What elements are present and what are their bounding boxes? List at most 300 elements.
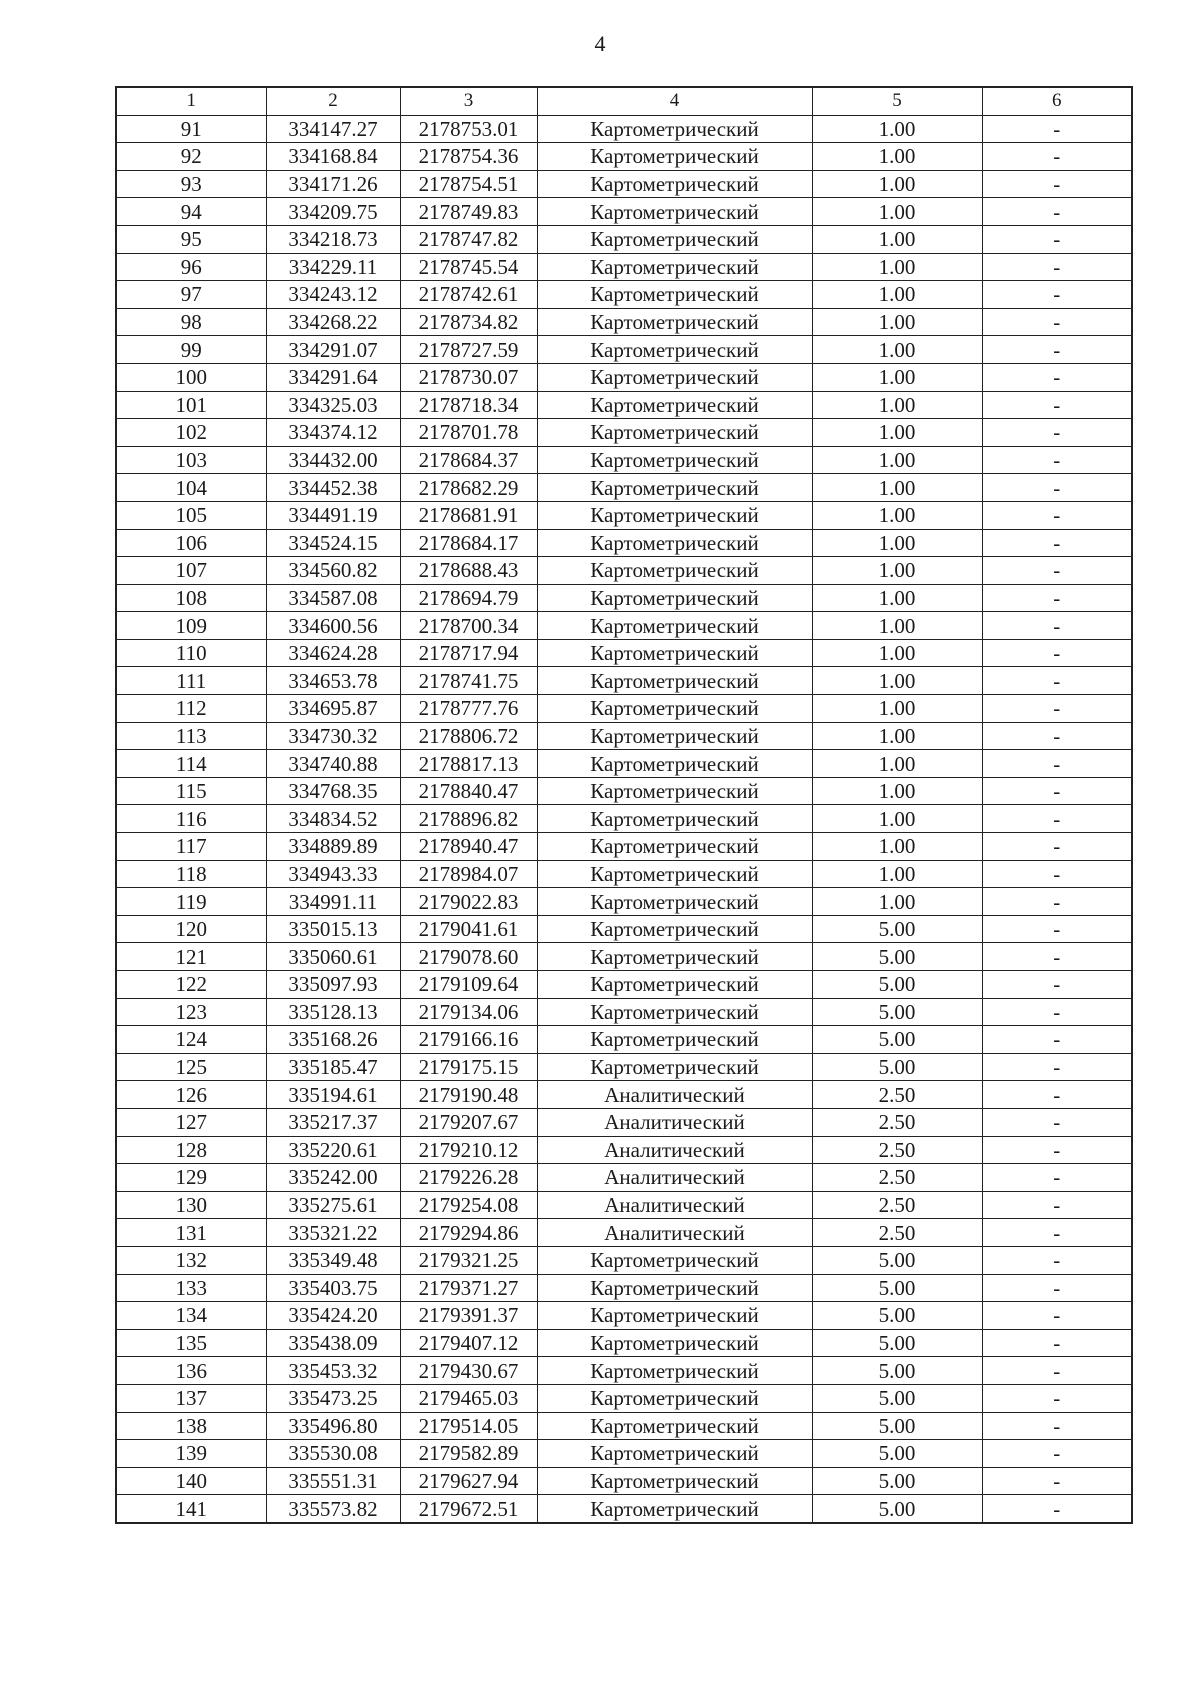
table-row (116, 225, 1132, 253)
accuracy-cell: 1.00 (812, 612, 982, 640)
header-row (116, 87, 1132, 115)
note-cell: - (982, 446, 1132, 474)
method-cell: Картометрический (537, 391, 812, 419)
method-cell: Аналитический (537, 1108, 812, 1136)
note-cell: - (982, 695, 1132, 723)
point-number-cell: 132 (116, 1246, 266, 1274)
x-coordinate-cell: 334325.03 (266, 391, 400, 419)
method-cell: Картометрический (537, 1246, 812, 1274)
accuracy-cell: 1.00 (812, 750, 982, 778)
accuracy-cell: 1.00 (812, 170, 982, 198)
y-coordinate-cell: 2178700.34 (400, 612, 537, 640)
point-number-cell: 111 (116, 667, 266, 695)
note-cell: - (982, 639, 1132, 667)
y-coordinate-cell: 2178682.29 (400, 474, 537, 502)
note-cell: - (982, 612, 1132, 640)
accuracy-cell: 5.00 (812, 1329, 982, 1357)
x-coordinate-cell: 334147.27 (266, 115, 400, 143)
y-coordinate-cell: 2179210.12 (400, 1136, 537, 1164)
table-row (116, 501, 1132, 529)
x-coordinate-cell: 334889.89 (266, 833, 400, 861)
note-cell: - (982, 888, 1132, 916)
method-cell: Картометрический (537, 584, 812, 612)
point-number-cell: 102 (116, 419, 266, 447)
method-cell: Картометрический (537, 1412, 812, 1440)
y-coordinate-cell: 2178806.72 (400, 722, 537, 750)
table-row (116, 253, 1132, 281)
method-cell: Аналитический (537, 1164, 812, 1192)
x-coordinate-cell: 334291.07 (266, 336, 400, 364)
x-coordinate-cell: 335185.47 (266, 1053, 400, 1081)
note-cell: - (982, 253, 1132, 281)
accuracy-cell: 1.00 (812, 557, 982, 585)
y-coordinate-cell: 2179175.15 (400, 1053, 537, 1081)
y-coordinate-cell: 2179672.51 (400, 1495, 537, 1523)
accuracy-cell: 2.50 (812, 1164, 982, 1192)
note-cell: - (982, 1329, 1132, 1357)
note-cell: - (982, 833, 1132, 861)
accuracy-cell: 5.00 (812, 1026, 982, 1054)
note-cell: - (982, 308, 1132, 336)
method-cell: Картометрический (537, 1302, 812, 1330)
accuracy-cell: 5.00 (812, 1412, 982, 1440)
point-number-cell: 108 (116, 584, 266, 612)
point-number-cell: 134 (116, 1302, 266, 1330)
x-coordinate-cell: 335015.13 (266, 915, 400, 943)
y-coordinate-cell: 2178684.17 (400, 529, 537, 557)
accuracy-cell: 1.00 (812, 419, 982, 447)
page-number: 4 (594, 31, 606, 56)
method-cell: Картометрический (537, 225, 812, 253)
x-coordinate-cell: 334524.15 (266, 529, 400, 557)
point-number-cell: 140 (116, 1467, 266, 1495)
x-coordinate-cell: 334943.33 (266, 860, 400, 888)
table-row (116, 419, 1132, 447)
x-coordinate-cell: 334209.75 (266, 198, 400, 226)
y-coordinate-cell: 2179134.06 (400, 998, 537, 1026)
method-cell: Картометрический (537, 888, 812, 916)
y-coordinate-cell: 2178734.82 (400, 308, 537, 336)
point-number-cell: 94 (116, 198, 266, 226)
table-row (116, 281, 1132, 309)
x-coordinate-cell: 334168.84 (266, 143, 400, 171)
method-cell: Картометрический (537, 363, 812, 391)
note-cell: - (982, 225, 1132, 253)
accuracy-cell: 1.00 (812, 805, 982, 833)
method-cell: Картометрический (537, 557, 812, 585)
y-coordinate-cell: 2178742.61 (400, 281, 537, 309)
note-cell: - (982, 336, 1132, 364)
table-row (116, 474, 1132, 502)
point-number-cell: 130 (116, 1191, 266, 1219)
y-coordinate-cell: 2179430.67 (400, 1357, 537, 1385)
method-cell: Картометрический (537, 750, 812, 778)
table-row (116, 557, 1132, 585)
x-coordinate-cell: 334432.00 (266, 446, 400, 474)
note-cell: - (982, 860, 1132, 888)
y-coordinate-cell: 2179514.05 (400, 1412, 537, 1440)
method-cell: Картометрический (537, 777, 812, 805)
table-row (116, 750, 1132, 778)
x-coordinate-cell: 334768.35 (266, 777, 400, 805)
table-row (116, 1412, 1132, 1440)
accuracy-cell: 1.00 (812, 308, 982, 336)
accuracy-cell: 5.00 (812, 971, 982, 999)
x-coordinate-cell: 335438.09 (266, 1329, 400, 1357)
note-cell: - (982, 1495, 1132, 1523)
table-row (116, 1108, 1132, 1136)
table-row (116, 639, 1132, 667)
method-cell: Аналитический (537, 1081, 812, 1109)
x-coordinate-cell: 334291.64 (266, 363, 400, 391)
x-coordinate-cell: 334730.32 (266, 722, 400, 750)
coordinates-table (115, 86, 1133, 1524)
method-cell: Картометрический (537, 529, 812, 557)
accuracy-cell: 1.00 (812, 391, 982, 419)
note-cell: - (982, 1302, 1132, 1330)
note-cell: - (982, 363, 1132, 391)
point-number-cell: 100 (116, 363, 266, 391)
x-coordinate-cell: 335473.25 (266, 1384, 400, 1412)
accuracy-cell: 1.00 (812, 281, 982, 309)
accuracy-cell: 1.00 (812, 529, 982, 557)
y-coordinate-cell: 2178817.13 (400, 750, 537, 778)
method-cell: Картометрический (537, 639, 812, 667)
point-number-cell: 131 (116, 1219, 266, 1247)
method-cell: Картометрический (537, 915, 812, 943)
method-cell: Картометрический (537, 253, 812, 281)
accuracy-cell: 1.00 (812, 639, 982, 667)
coordinates-table-wrapper (115, 86, 1131, 1524)
point-number-cell: 112 (116, 695, 266, 723)
y-coordinate-cell: 2178741.75 (400, 667, 537, 695)
table-row (116, 1302, 1132, 1330)
x-coordinate-cell: 335349.48 (266, 1246, 400, 1274)
table-row (116, 888, 1132, 916)
table-row (116, 1164, 1132, 1192)
method-cell: Аналитический (537, 1136, 812, 1164)
method-cell: Аналитический (537, 1191, 812, 1219)
x-coordinate-cell: 335573.82 (266, 1495, 400, 1523)
point-number-cell: 101 (116, 391, 266, 419)
note-cell: - (982, 501, 1132, 529)
method-cell: Аналитический (537, 1219, 812, 1247)
point-number-cell: 93 (116, 170, 266, 198)
method-cell: Картометрический (537, 446, 812, 474)
point-number-cell: 129 (116, 1164, 266, 1192)
accuracy-cell: 5.00 (812, 1495, 982, 1523)
y-coordinate-cell: 2178718.34 (400, 391, 537, 419)
table-row (116, 1026, 1132, 1054)
method-cell: Картометрический (537, 170, 812, 198)
accuracy-cell: 5.00 (812, 1246, 982, 1274)
point-number-cell: 123 (116, 998, 266, 1026)
x-coordinate-cell: 334695.87 (266, 695, 400, 723)
x-coordinate-cell: 335168.26 (266, 1026, 400, 1054)
accuracy-cell: 1.00 (812, 722, 982, 750)
note-cell: - (982, 1246, 1132, 1274)
point-number-cell: 98 (116, 308, 266, 336)
table-row (116, 1219, 1132, 1247)
y-coordinate-cell: 2178754.51 (400, 170, 537, 198)
point-number-cell: 99 (116, 336, 266, 364)
method-cell: Картометрический (537, 860, 812, 888)
note-cell: - (982, 1467, 1132, 1495)
x-coordinate-cell: 334560.82 (266, 557, 400, 585)
x-coordinate-cell: 334624.28 (266, 639, 400, 667)
method-cell: Картометрический (537, 805, 812, 833)
x-coordinate-cell: 335275.61 (266, 1191, 400, 1219)
note-cell: - (982, 557, 1132, 585)
x-coordinate-cell: 334452.38 (266, 474, 400, 502)
y-coordinate-cell: 2179391.37 (400, 1302, 537, 1330)
table-row (116, 446, 1132, 474)
point-number-cell: 128 (116, 1136, 266, 1164)
table-row (116, 170, 1132, 198)
method-cell: Картометрический (537, 971, 812, 999)
point-number-cell: 122 (116, 971, 266, 999)
y-coordinate-cell: 2179407.12 (400, 1329, 537, 1357)
accuracy-cell: 5.00 (812, 943, 982, 971)
accuracy-cell: 1.00 (812, 474, 982, 502)
note-cell: - (982, 419, 1132, 447)
y-coordinate-cell: 2179321.25 (400, 1246, 537, 1274)
accuracy-cell: 5.00 (812, 1274, 982, 1302)
table-row (116, 943, 1132, 971)
point-number-cell: 115 (116, 777, 266, 805)
table-row (116, 1246, 1132, 1274)
y-coordinate-cell: 2178727.59 (400, 336, 537, 364)
accuracy-cell: 5.00 (812, 1357, 982, 1385)
y-coordinate-cell: 2178701.78 (400, 419, 537, 447)
x-coordinate-cell: 335194.61 (266, 1081, 400, 1109)
accuracy-cell: 1.00 (812, 198, 982, 226)
table-row (116, 1495, 1132, 1523)
accuracy-cell: 2.50 (812, 1108, 982, 1136)
point-number-cell: 119 (116, 888, 266, 916)
y-coordinate-cell: 2179294.86 (400, 1219, 537, 1247)
accuracy-cell: 1.00 (812, 363, 982, 391)
y-coordinate-cell: 2178754.36 (400, 143, 537, 171)
y-coordinate-cell: 2179041.61 (400, 915, 537, 943)
point-number-cell: 104 (116, 474, 266, 502)
table-row (116, 971, 1132, 999)
point-number-cell: 109 (116, 612, 266, 640)
point-number-cell: 113 (116, 722, 266, 750)
x-coordinate-cell: 335242.00 (266, 1164, 400, 1192)
header-cell-col-3: 3 (400, 87, 537, 115)
point-number-cell: 110 (116, 639, 266, 667)
note-cell: - (982, 198, 1132, 226)
point-number-cell: 103 (116, 446, 266, 474)
method-cell: Картометрический (537, 1274, 812, 1302)
method-cell: Картометрический (537, 1495, 812, 1523)
point-number-cell: 106 (116, 529, 266, 557)
y-coordinate-cell: 2179022.83 (400, 888, 537, 916)
table-row (116, 833, 1132, 861)
x-coordinate-cell: 334653.78 (266, 667, 400, 695)
y-coordinate-cell: 2178730.07 (400, 363, 537, 391)
method-cell: Картометрический (537, 1467, 812, 1495)
method-cell: Картометрический (537, 474, 812, 502)
note-cell: - (982, 1440, 1132, 1468)
accuracy-cell: 5.00 (812, 1440, 982, 1468)
note-cell: - (982, 1108, 1132, 1136)
note-cell: - (982, 943, 1132, 971)
x-coordinate-cell: 334740.88 (266, 750, 400, 778)
table-row (116, 391, 1132, 419)
note-cell: - (982, 971, 1132, 999)
note-cell: - (982, 750, 1132, 778)
point-number-cell: 117 (116, 833, 266, 861)
y-coordinate-cell: 2178717.94 (400, 639, 537, 667)
method-cell: Картометрический (537, 115, 812, 143)
method-cell: Картометрический (537, 198, 812, 226)
table-row (116, 722, 1132, 750)
point-number-cell: 118 (116, 860, 266, 888)
x-coordinate-cell: 334587.08 (266, 584, 400, 612)
x-coordinate-cell: 335403.75 (266, 1274, 400, 1302)
point-number-cell: 126 (116, 1081, 266, 1109)
y-coordinate-cell: 2179190.48 (400, 1081, 537, 1109)
y-coordinate-cell: 2178694.79 (400, 584, 537, 612)
x-coordinate-cell: 334600.56 (266, 612, 400, 640)
point-number-cell: 137 (116, 1384, 266, 1412)
method-cell: Картометрический (537, 612, 812, 640)
accuracy-cell: 1.00 (812, 115, 982, 143)
point-number-cell: 120 (116, 915, 266, 943)
note-cell: - (982, 722, 1132, 750)
table-row (116, 308, 1132, 336)
y-coordinate-cell: 2179078.60 (400, 943, 537, 971)
point-number-cell: 139 (116, 1440, 266, 1468)
method-cell: Картометрический (537, 695, 812, 723)
method-cell: Картометрический (537, 281, 812, 309)
point-number-cell: 138 (116, 1412, 266, 1440)
y-coordinate-cell: 2178681.91 (400, 501, 537, 529)
note-cell: - (982, 529, 1132, 557)
table-row (116, 1053, 1132, 1081)
table-row (116, 1136, 1132, 1164)
x-coordinate-cell: 334218.73 (266, 225, 400, 253)
y-coordinate-cell: 2178984.07 (400, 860, 537, 888)
point-number-cell: 116 (116, 805, 266, 833)
header-cell-col-1: 1 (116, 87, 266, 115)
x-coordinate-cell: 335321.22 (266, 1219, 400, 1247)
accuracy-cell: 1.00 (812, 143, 982, 171)
table-row (116, 1467, 1132, 1495)
note-cell: - (982, 667, 1132, 695)
accuracy-cell: 1.00 (812, 336, 982, 364)
x-coordinate-cell: 335128.13 (266, 998, 400, 1026)
note-cell: - (982, 1412, 1132, 1440)
x-coordinate-cell: 335097.93 (266, 971, 400, 999)
x-coordinate-cell: 335217.37 (266, 1108, 400, 1136)
x-coordinate-cell: 334243.12 (266, 281, 400, 309)
method-cell: Картометрический (537, 336, 812, 364)
method-cell: Картометрический (537, 667, 812, 695)
method-cell: Картометрический (537, 1026, 812, 1054)
accuracy-cell: 5.00 (812, 998, 982, 1026)
table-row (116, 805, 1132, 833)
note-cell: - (982, 281, 1132, 309)
accuracy-cell: 2.50 (812, 1191, 982, 1219)
table-row (116, 915, 1132, 943)
y-coordinate-cell: 2178777.76 (400, 695, 537, 723)
accuracy-cell: 5.00 (812, 915, 982, 943)
accuracy-cell: 1.00 (812, 695, 982, 723)
table-row (116, 363, 1132, 391)
accuracy-cell: 1.00 (812, 777, 982, 805)
x-coordinate-cell: 335530.08 (266, 1440, 400, 1468)
method-cell: Картометрический (537, 1357, 812, 1385)
note-cell: - (982, 1081, 1132, 1109)
x-coordinate-cell: 335220.61 (266, 1136, 400, 1164)
accuracy-cell: 1.00 (812, 860, 982, 888)
y-coordinate-cell: 2179254.08 (400, 1191, 537, 1219)
table-row (116, 584, 1132, 612)
table-row (116, 777, 1132, 805)
y-coordinate-cell: 2178745.54 (400, 253, 537, 281)
note-cell: - (982, 391, 1132, 419)
note-cell: - (982, 474, 1132, 502)
note-cell: - (982, 1164, 1132, 1192)
point-number-cell: 133 (116, 1274, 266, 1302)
table-row (116, 667, 1132, 695)
accuracy-cell: 1.00 (812, 225, 982, 253)
header-cell-col-2: 2 (266, 87, 400, 115)
x-coordinate-cell: 334374.12 (266, 419, 400, 447)
x-coordinate-cell: 334268.22 (266, 308, 400, 336)
method-cell: Картометрический (537, 308, 812, 336)
method-cell: Картометрический (537, 143, 812, 171)
note-cell: - (982, 170, 1132, 198)
point-number-cell: 125 (116, 1053, 266, 1081)
point-number-cell: 97 (116, 281, 266, 309)
note-cell: - (982, 143, 1132, 171)
accuracy-cell: 1.00 (812, 446, 982, 474)
table-row (116, 695, 1132, 723)
point-number-cell: 121 (116, 943, 266, 971)
accuracy-cell: 2.50 (812, 1081, 982, 1109)
note-cell: - (982, 998, 1132, 1026)
method-cell: Картометрический (537, 1329, 812, 1357)
accuracy-cell: 2.50 (812, 1219, 982, 1247)
accuracy-cell: 1.00 (812, 888, 982, 916)
y-coordinate-cell: 2179582.89 (400, 1440, 537, 1468)
note-cell: - (982, 1357, 1132, 1385)
method-cell: Картометрический (537, 1384, 812, 1412)
y-coordinate-cell: 2178896.82 (400, 805, 537, 833)
accuracy-cell: 2.50 (812, 1136, 982, 1164)
y-coordinate-cell: 2179109.64 (400, 971, 537, 999)
y-coordinate-cell: 2178753.01 (400, 115, 537, 143)
point-number-cell: 92 (116, 143, 266, 171)
note-cell: - (982, 1219, 1132, 1247)
note-cell: - (982, 1191, 1132, 1219)
method-cell: Картометрический (537, 722, 812, 750)
point-number-cell: 136 (116, 1357, 266, 1385)
y-coordinate-cell: 2178940.47 (400, 833, 537, 861)
table-row (116, 1191, 1132, 1219)
point-number-cell: 135 (116, 1329, 266, 1357)
table-row (116, 998, 1132, 1026)
y-coordinate-cell: 2179226.28 (400, 1164, 537, 1192)
table-row (116, 612, 1132, 640)
note-cell: - (982, 584, 1132, 612)
point-number-cell: 127 (116, 1108, 266, 1136)
note-cell: - (982, 1053, 1132, 1081)
